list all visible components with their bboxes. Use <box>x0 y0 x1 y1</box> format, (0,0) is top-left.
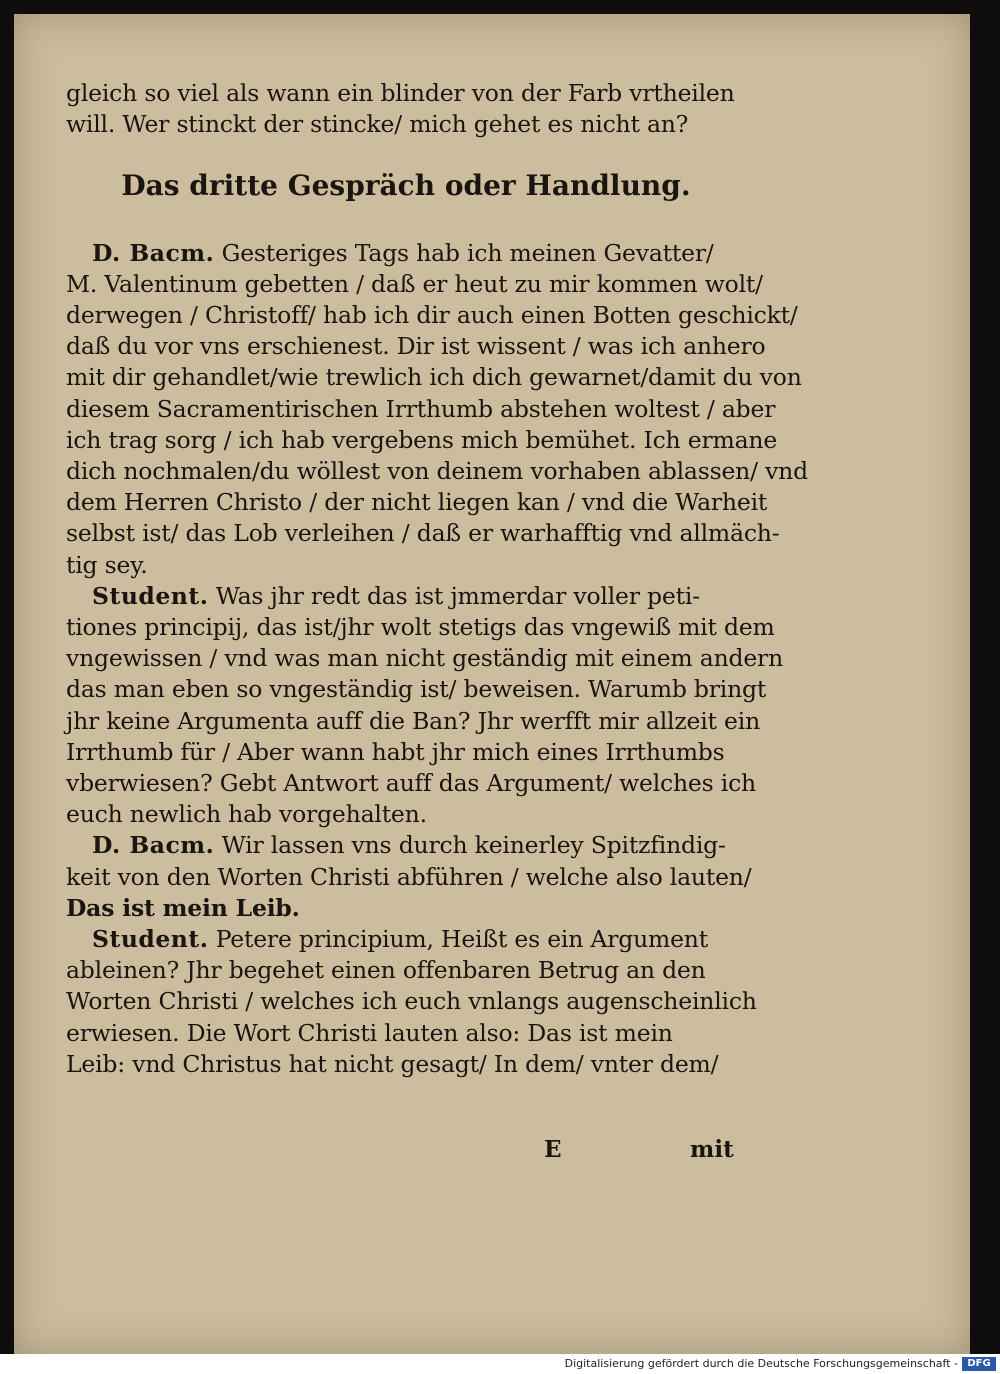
text-line: das man eben so vngeständig ist/ beweisen. Warumb bringt <box>66 675 767 704</box>
catchword: mit <box>690 1136 734 1163</box>
dfg-logo: DFG <box>962 1357 996 1371</box>
text-line: mit dir gehandlet/wie trewlich ich dich gewarnet/damit du von <box>66 363 802 392</box>
quotation-line: Das ist mein Leib. <box>66 893 300 922</box>
text-line: Petere principium, Heißt es ein Argument <box>208 925 708 954</box>
paragraph-first-line <box>66 238 746 269</box>
funding-notice: Digitalisierung gefördert durch die Deutsche Forschungsgemeinschaft - <box>564 1357 958 1370</box>
text-line: vngewissen / vnd was man nicht geständig mit einem andern <box>66 644 784 673</box>
text-line: Worten Christi / welches ich euch vnlangs augenscheinlich <box>66 987 757 1016</box>
speaker-name: D. Bacm. <box>92 831 215 860</box>
text-line: dem Herren Christo / der nicht liegen kan / vnd die Warheit <box>66 488 768 517</box>
scanned-page <box>14 14 970 1354</box>
text-line: tiones principij, das ist/jhr wolt stetigs das vngewiß mit dem <box>66 613 775 642</box>
text-line: Irrthumb für / Aber wann habt jhr mich eines Irrthumbs <box>66 737 725 766</box>
paragraph-first-line <box>66 924 746 955</box>
text-line: Gesteriges Tags hab ich meinen Gevatter/ <box>214 238 714 267</box>
text-line: Was jhr redt das ist jmmerdar voller peti- <box>208 581 700 610</box>
paragraph-first-line <box>66 830 746 861</box>
text-line: keit von den Worten Christi abführen / welche also lauten/ <box>66 862 752 891</box>
text-line: diesem Sacramentirischen Irrthumb abstehen woltest / aber <box>66 394 776 423</box>
text-line: erwiesen. Die Wort Christi lauten also: Das ist mein <box>66 1018 673 1047</box>
signature-mark: E <box>544 1136 562 1163</box>
text-line: M. Valentinum gebetten / daß er heut zu mir kommen wolt/ <box>66 269 763 298</box>
section-heading: Das dritte Gespräch oder Handlung. <box>121 169 691 203</box>
text-line: Leib: vnd Christus hat nicht gesagt/ In dem/ vnter dem/ <box>66 1049 719 1078</box>
text-line: derwegen / Christoff/ hab ich dir auch einen Botten geschickt/ <box>66 301 798 330</box>
paragraph-first-line <box>66 581 746 612</box>
page-text <box>66 78 808 1080</box>
text-line: ich trag sorg / ich hab vergebens mich bemühet. Ich ermane <box>66 425 778 454</box>
footer-bar <box>0 1354 1000 1374</box>
text-line: tig sey. <box>66 550 148 579</box>
text-line: vberwiesen? Gebt Antwort auff das Argument/ welches ich <box>66 769 756 798</box>
text-line: euch newlich hab vorgehalten. <box>66 800 427 829</box>
speaker-name: Student. <box>92 581 209 610</box>
text-line: will. Wer stinckt der stincke/ mich gehet es nicht an? <box>66 110 689 139</box>
text-line: Wir lassen vns durch keinerley Spitzfindig- <box>214 831 726 860</box>
speaker-name: Student. <box>92 925 209 954</box>
text-line: jhr keine Argumenta auff die Ban? Jhr werfft mir allzeit ein <box>66 706 761 735</box>
speaker-name: D. Bacm. <box>92 238 215 267</box>
text-line: ableinen? Jhr begehet einen offenbaren Betrug an den <box>66 956 706 985</box>
text-line: selbst ist/ das Lob verleihen / daß er warhafftig vnd allmäch- <box>66 519 780 548</box>
text-line: dich nochmalen/du wöllest von deinem vorhaben ablassen/ vnd <box>66 457 808 486</box>
text-line: daß du vor vns erschienest. Dir ist wissent / was ich anhero <box>66 332 766 361</box>
text-line: gleich so viel als wann ein blinder von der Farb vrtheilen <box>66 79 735 107</box>
